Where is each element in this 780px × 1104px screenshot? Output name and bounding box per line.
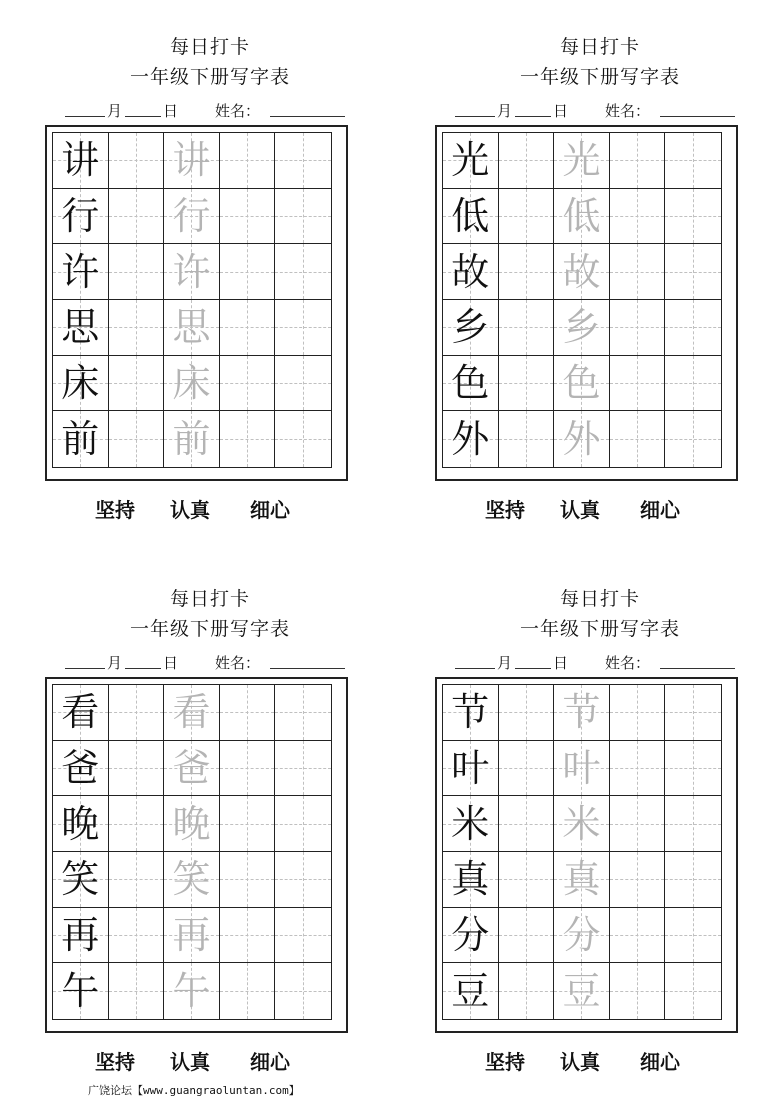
month-label: 月 (107, 102, 123, 120)
model-character: 前 (61, 417, 100, 462)
grid-cell[interactable] (164, 963, 220, 1019)
grid-cell[interactable] (554, 300, 610, 356)
grid-cell[interactable] (665, 133, 721, 189)
grid-cell[interactable] (220, 685, 276, 741)
trace-character: 前 (172, 417, 211, 462)
grid-cell[interactable] (554, 411, 610, 467)
grid-cell[interactable] (275, 411, 331, 467)
date-name-line (455, 650, 755, 674)
grid-cell[interactable] (665, 685, 721, 741)
grid-cell[interactable] (220, 908, 276, 964)
model-character: 叶 (451, 745, 490, 790)
grid-cell[interactable] (109, 189, 165, 245)
card-title: 每日打卡 (169, 36, 250, 58)
grid-cell[interactable] (443, 356, 499, 412)
trace-character: 再 (172, 912, 211, 957)
card-subtitle: 一年级下册写字表 (519, 66, 680, 88)
grid-cell[interactable] (164, 133, 220, 189)
grid-cell[interactable] (610, 300, 666, 356)
model-character: 爸 (61, 745, 100, 790)
grid-cell[interactable] (53, 244, 109, 300)
trace-character: 笑 (172, 857, 211, 902)
grid-cell[interactable] (554, 685, 610, 741)
motto-earnest: 认真 (170, 498, 210, 522)
grid-cell[interactable] (610, 796, 666, 852)
model-character: 讲 (61, 138, 100, 183)
name-blank[interactable] (660, 116, 735, 117)
grid-cell[interactable] (443, 300, 499, 356)
grid-cell[interactable] (275, 852, 331, 908)
grid-cell[interactable] (610, 244, 666, 300)
grid-cell[interactable] (275, 189, 331, 245)
trace-character: 行 (172, 193, 211, 238)
model-character: 再 (61, 912, 100, 957)
grid-cell[interactable] (275, 300, 331, 356)
motto-careful: 细心 (640, 1050, 680, 1074)
grid-cell[interactable] (109, 796, 165, 852)
grid-cell[interactable] (220, 356, 276, 412)
trace-character: 低 (562, 193, 601, 238)
grid-cell[interactable] (499, 852, 555, 908)
practice-card-3 (40, 584, 380, 1104)
trace-character: 光 (562, 138, 601, 183)
grid-cell[interactable] (220, 741, 276, 797)
day-blank[interactable] (515, 668, 551, 669)
date-name-line (455, 98, 755, 122)
grid-cell[interactable] (109, 133, 165, 189)
model-character: 笑 (61, 857, 100, 902)
name-label: 姓名： (215, 102, 261, 120)
trace-character: 分 (562, 912, 601, 957)
grid-cell[interactable] (53, 685, 109, 741)
grid-cell[interactable] (443, 411, 499, 467)
grid-cell[interactable] (499, 411, 555, 467)
grid-cell[interactable] (443, 963, 499, 1019)
grid-cell[interactable] (443, 133, 499, 189)
card-title: 每日打卡 (559, 588, 640, 610)
motto-careful: 细心 (640, 498, 680, 522)
grid-cell[interactable] (665, 244, 721, 300)
grid-cell[interactable] (275, 244, 331, 300)
grid-cell[interactable] (554, 963, 610, 1019)
grid-cell[interactable] (109, 741, 165, 797)
month-label: 月 (107, 654, 123, 672)
name-label: 姓名： (605, 654, 651, 672)
grid-cell[interactable] (53, 356, 109, 412)
day-label: 日 (163, 654, 179, 672)
trace-character: 爸 (172, 745, 211, 790)
grid-cell[interactable] (220, 133, 276, 189)
month-blank[interactable] (455, 668, 495, 669)
model-character: 低 (451, 193, 490, 238)
grid-cell[interactable] (164, 852, 220, 908)
writing-frame (45, 125, 348, 481)
name-blank[interactable] (270, 668, 345, 669)
grid-cell[interactable] (665, 963, 721, 1019)
trace-character: 外 (562, 417, 601, 462)
grid-cell[interactable] (53, 852, 109, 908)
grid-cell[interactable] (275, 796, 331, 852)
grid-cell[interactable] (610, 411, 666, 467)
day-label: 日 (553, 102, 569, 120)
trace-character: 床 (172, 360, 211, 405)
model-character: 豆 (451, 969, 490, 1014)
motto-earnest: 认真 (560, 498, 600, 522)
grid-cell[interactable] (164, 411, 220, 467)
grid-cell[interactable] (610, 189, 666, 245)
day-blank[interactable] (125, 668, 161, 669)
grid-cell[interactable] (610, 356, 666, 412)
grid-cell[interactable] (610, 852, 666, 908)
grid-cell[interactable] (665, 908, 721, 964)
grid-cell[interactable] (554, 189, 610, 245)
grid-cell[interactable] (53, 741, 109, 797)
month-blank[interactable] (65, 116, 105, 117)
grid-cell[interactable] (53, 189, 109, 245)
model-character: 午 (61, 969, 100, 1014)
grid-cell[interactable] (443, 796, 499, 852)
model-character: 米 (451, 801, 490, 846)
grid-cell[interactable] (275, 356, 331, 412)
model-character: 思 (61, 305, 100, 350)
grid-cell[interactable] (109, 300, 165, 356)
writing-frame (435, 125, 738, 481)
name-label: 姓名： (215, 654, 261, 672)
trace-character: 许 (172, 249, 211, 294)
grid-cell[interactable] (499, 685, 555, 741)
card-subtitle: 一年级下册写字表 (519, 618, 680, 640)
grid-cell[interactable] (164, 908, 220, 964)
grid-cell[interactable] (499, 908, 555, 964)
motto-persist: 坚持 (95, 498, 135, 522)
grid-cell[interactable] (109, 908, 165, 964)
model-character: 乡 (451, 305, 490, 350)
grid-cell[interactable] (443, 685, 499, 741)
grid-cell[interactable] (220, 300, 276, 356)
month-label: 月 (497, 654, 513, 672)
grid-cell[interactable] (554, 244, 610, 300)
day-blank[interactable] (125, 116, 161, 117)
model-character: 行 (61, 193, 100, 238)
model-character: 看 (61, 690, 100, 735)
grid-cell[interactable] (164, 189, 220, 245)
card-title: 每日打卡 (169, 588, 250, 610)
grid-cell[interactable] (164, 796, 220, 852)
model-character: 床 (61, 360, 100, 405)
grid-cell[interactable] (499, 189, 555, 245)
grid-cell[interactable] (220, 189, 276, 245)
grid-cell[interactable] (610, 741, 666, 797)
grid-cell[interactable] (665, 411, 721, 467)
card-subtitle: 一年级下册写字表 (129, 66, 290, 88)
grid-cell[interactable] (275, 741, 331, 797)
grid-cell[interactable] (443, 852, 499, 908)
grid-cell[interactable] (109, 852, 165, 908)
motto-persist: 坚持 (485, 498, 525, 522)
motto-line (40, 1046, 380, 1074)
grid-cell[interactable] (665, 300, 721, 356)
month-blank[interactable] (455, 116, 495, 117)
grid-cell[interactable] (665, 189, 721, 245)
date-name-line (65, 650, 365, 674)
grid-cell[interactable] (109, 411, 165, 467)
motto-persist: 坚持 (485, 1050, 525, 1074)
month-blank[interactable] (65, 668, 105, 669)
grid-cell[interactable] (499, 244, 555, 300)
grid-cell[interactable] (109, 356, 165, 412)
grid-cell[interactable] (164, 300, 220, 356)
trace-character: 色 (562, 360, 601, 405)
grid-cell[interactable] (53, 133, 109, 189)
grid-cell[interactable] (220, 796, 276, 852)
footer-credit: 广饶论坛【www.guangraoluntan.com】 (88, 1084, 300, 1097)
grid-cell[interactable] (164, 244, 220, 300)
model-character: 外 (451, 417, 490, 462)
trace-character: 乡 (562, 305, 601, 350)
grid-cell[interactable] (610, 908, 666, 964)
grid-cell[interactable] (109, 963, 165, 1019)
motto-line (40, 494, 380, 522)
model-character: 光 (451, 138, 490, 183)
grid-cell[interactable] (610, 963, 666, 1019)
trace-character: 节 (562, 690, 601, 735)
grid-cell[interactable] (499, 300, 555, 356)
grid-cell[interactable] (53, 411, 109, 467)
grid-cell[interactable] (109, 244, 165, 300)
model-character: 真 (451, 857, 490, 902)
trace-character: 思 (172, 305, 211, 350)
motto-careful: 细心 (250, 1050, 290, 1074)
practice-card-2 (430, 32, 770, 552)
trace-character: 故 (562, 249, 601, 294)
grid-cell[interactable] (220, 963, 276, 1019)
grid-cell[interactable] (275, 133, 331, 189)
grid-cell[interactable] (443, 244, 499, 300)
grid-cell[interactable] (499, 741, 555, 797)
writing-frame (435, 677, 738, 1033)
day-label: 日 (553, 654, 569, 672)
tianzige-grid (442, 132, 722, 468)
grid-cell[interactable] (499, 133, 555, 189)
tianzige-grid (52, 132, 332, 468)
trace-character: 米 (562, 801, 601, 846)
grid-cell[interactable] (665, 796, 721, 852)
motto-earnest: 认真 (170, 1050, 210, 1074)
motto-line (430, 1046, 770, 1074)
month-label: 月 (497, 102, 513, 120)
grid-cell[interactable] (610, 133, 666, 189)
grid-cell[interactable] (53, 300, 109, 356)
name-blank[interactable] (270, 116, 345, 117)
grid-cell[interactable] (665, 356, 721, 412)
tianzige-grid (52, 684, 332, 1020)
model-character: 晚 (61, 801, 100, 846)
grid-cell[interactable] (164, 741, 220, 797)
grid-cell[interactable] (554, 908, 610, 964)
grid-cell[interactable] (443, 741, 499, 797)
motto-earnest: 认真 (560, 1050, 600, 1074)
grid-cell[interactable] (443, 908, 499, 964)
grid-cell[interactable] (220, 411, 276, 467)
trace-character: 真 (562, 857, 601, 902)
grid-cell[interactable] (665, 852, 721, 908)
card-subtitle: 一年级下册写字表 (129, 618, 290, 640)
grid-cell[interactable] (499, 356, 555, 412)
grid-cell[interactable] (53, 796, 109, 852)
tianzige-grid (442, 684, 722, 1020)
model-character: 分 (451, 912, 490, 957)
motto-careful: 细心 (250, 498, 290, 522)
motto-persist: 坚持 (95, 1050, 135, 1074)
grid-cell[interactable] (220, 852, 276, 908)
date-name-line (65, 98, 365, 122)
grid-cell[interactable] (554, 133, 610, 189)
grid-cell[interactable] (443, 189, 499, 245)
trace-character: 看 (172, 690, 211, 735)
grid-cell[interactable] (275, 685, 331, 741)
day-label: 日 (163, 102, 179, 120)
grid-cell[interactable] (665, 741, 721, 797)
writing-frame (45, 677, 348, 1033)
grid-cell[interactable] (275, 908, 331, 964)
trace-character: 讲 (172, 138, 211, 183)
card-title: 每日打卡 (559, 36, 640, 58)
grid-cell[interactable] (499, 963, 555, 1019)
grid-cell[interactable] (554, 356, 610, 412)
model-character: 节 (451, 690, 490, 735)
trace-character: 午 (172, 969, 211, 1014)
grid-cell[interactable] (109, 685, 165, 741)
trace-character: 豆 (562, 969, 601, 1014)
model-character: 许 (61, 249, 100, 294)
model-character: 故 (451, 249, 490, 294)
practice-card-4 (430, 584, 770, 1104)
grid-cell[interactable] (53, 963, 109, 1019)
trace-character: 叶 (562, 745, 601, 790)
grid-cell[interactable] (554, 741, 610, 797)
grid-cell[interactable] (164, 356, 220, 412)
grid-cell[interactable] (220, 244, 276, 300)
model-character: 色 (451, 360, 490, 405)
grid-cell[interactable] (554, 796, 610, 852)
grid-cell[interactable] (164, 685, 220, 741)
name-label: 姓名： (605, 102, 651, 120)
practice-card-1 (40, 32, 380, 552)
name-blank[interactable] (660, 668, 735, 669)
grid-cell[interactable] (610, 685, 666, 741)
trace-character: 晚 (172, 801, 211, 846)
motto-line (430, 494, 770, 522)
grid-cell[interactable] (554, 852, 610, 908)
grid-cell[interactable] (275, 963, 331, 1019)
grid-cell[interactable] (499, 796, 555, 852)
grid-cell[interactable] (53, 908, 109, 964)
day-blank[interactable] (515, 116, 551, 117)
